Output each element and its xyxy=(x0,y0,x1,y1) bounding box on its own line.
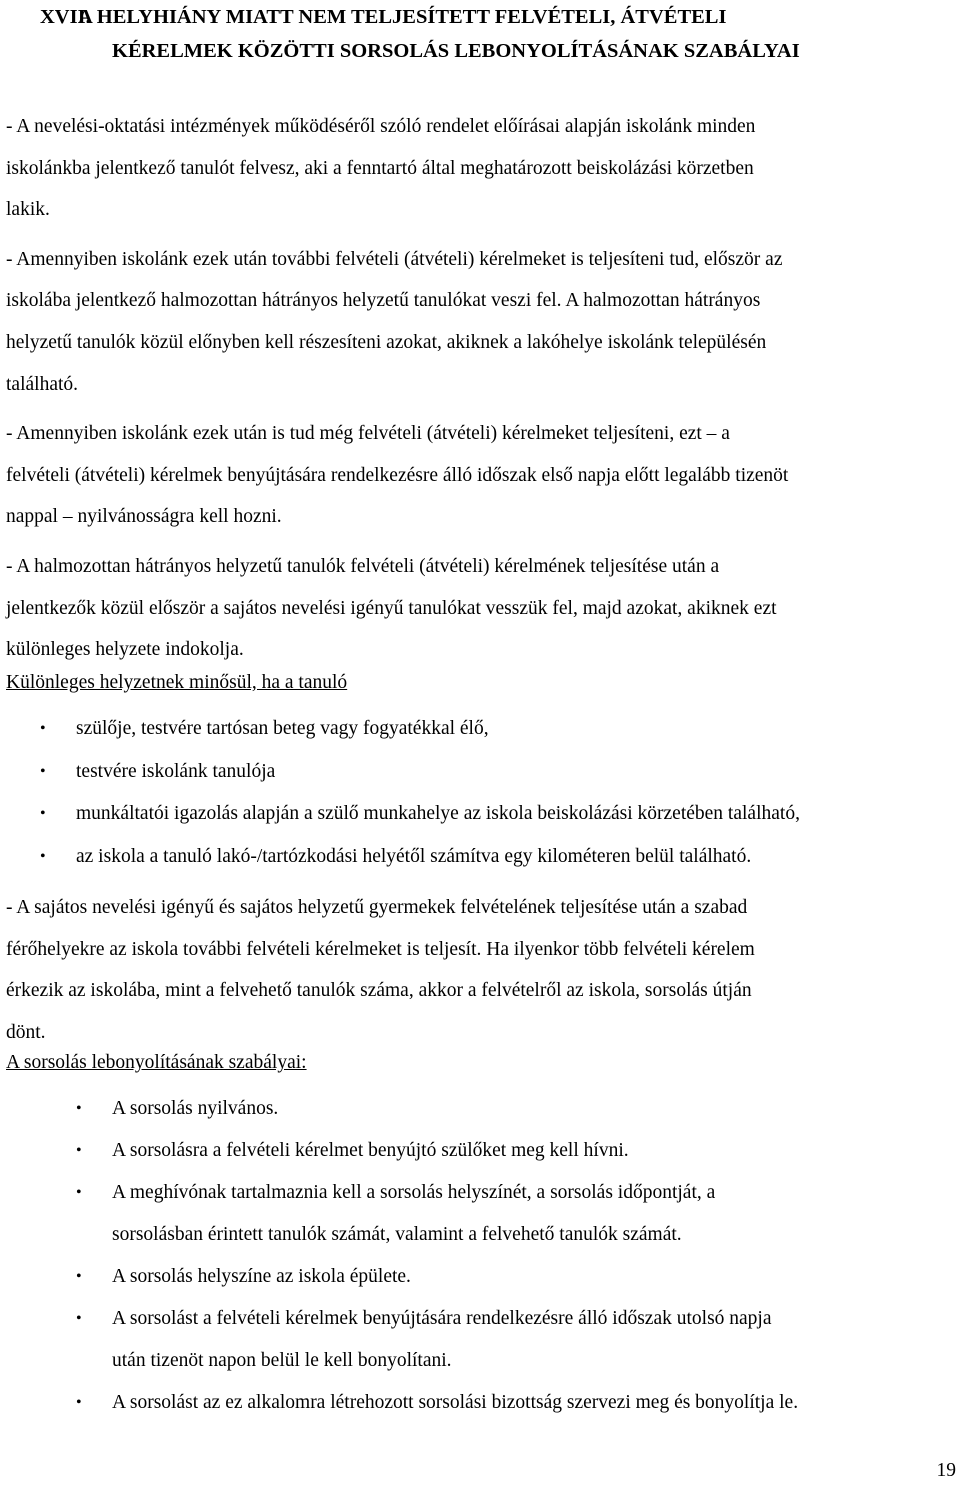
bullet-icon: • xyxy=(40,719,46,737)
bullet-icon: • xyxy=(76,1310,82,1328)
section-heading xyxy=(6,0,956,68)
list-item: • A sorsolásra a felvételi kérelmet benyújtó szülőket meg kell hívni. xyxy=(6,1130,956,1172)
list-item: • az iskola a tanuló lakó-/tartózkodási helyétől számítva egy kilométeren belül található. xyxy=(6,836,956,879)
list-item: • testvére iskolánk tanulója xyxy=(6,751,956,794)
list-item: • A meghívónak tartalmaznia kell a sorsolás helyszínét, a sorsolás időpontját, a sorsolásban érintett tanulók számát, valamint a felvehető tanulók számát. xyxy=(6,1172,956,1256)
list-item: • A sorsolás helyszíne az iskola épülete. xyxy=(6,1256,956,1298)
list-item: • A sorsolást az ez alkalomra létrehozott sorsolási bizottság szervezi meg és bonyolítja le. xyxy=(6,1382,956,1424)
list-item: • szülője, testvére tartósan beteg vagy fogyatékkal élő, xyxy=(6,708,956,751)
list-item: • A sorsolás nyilvános. xyxy=(6,1088,956,1130)
lottery-rules-title: A sorsolás lebonyolításának szabályai: xyxy=(6,1052,307,1074)
special-situation-title: Különleges helyzetnek minősül, ha a tanuló xyxy=(6,671,348,693)
bullet-icon: • xyxy=(76,1100,82,1118)
paragraph-publicity: - Amennyiben iskolánk ezek után is tud még felvételi (átvételi) kérelmeket teljesíteni, ezt – a felvételi (átvételi) kérelmek benyújtására rendelkezésre álló időszak első napja előtt legalább tizenöt nappal – nyilvánosságra kell hozni. xyxy=(6,423,789,528)
paragraph-disadvantaged: - Amennyiben iskolánk ezek után további felvételi (átvételi) kérelmeket is teljesíteni tud, először az iskolába jelentkező halmozottan hátrányos helyzetű tanulókat veszi fel. A halmozottan hátrányos helyzetű tanulók közül előnyben kell részesíteni azokat, akiknek a lakóhelye iskolánk településén található. xyxy=(6,248,783,395)
paragraph-special-needs: - A halmozottan hátrányos helyzetű tanulók felvételi (átvételi) kérelmének teljesítése után a jelentkezők közül először a sajátos nevelési igényű tanulókat vesszük fel, majd azokat, akiknek ezt különleges helyzete indokolja. xyxy=(6,555,777,661)
bullet-icon: • xyxy=(76,1142,82,1160)
page-number: 19 xyxy=(936,1460,956,1481)
section-number: XVII. xyxy=(40,6,91,28)
bullet-icon: • xyxy=(40,805,46,823)
paragraph-admission-district: - A nevelési-oktatási intézmények működéséről szóló rendelet előírásai alapján iskolánk minden iskolánkba jelentkező tanulót felvesz, aki a fenntartó által meghatározott beiskolázási körzetben lakik. xyxy=(6,116,756,221)
paragraph-free-places: - A sajátos nevelési igényű és sajátos helyzetű gyermekek felvételének teljesítése után a szabad férőhelyekre az iskola további felvételi kérelmeket is teljesít. Ha ilyenkor több felvételi kérelem érkezik az iskolába, mint a felvehető tanulók száma, akkor a felvételről az iskola, sorsolás útján dönt. xyxy=(6,896,755,1043)
heading-line-2: KÉRELMEK KÖZÖTTI SORSOLÁS LEBONYOLÍTÁSÁNAK SZABÁLYAI xyxy=(112,40,800,62)
bullet-icon: • xyxy=(76,1184,82,1202)
list-item: • munkáltatói igazolás alapján a szülő munkahelye az iskola beiskolázási körzetében található, xyxy=(6,793,956,836)
special-situation-list xyxy=(6,708,956,879)
list-item: • A sorsolást a felvételi kérelmek benyújtására rendelkezésre álló időszak utolsó napja után tizenöt napon belül le kell bonyolítani. xyxy=(6,1298,956,1382)
bullet-icon: • xyxy=(76,1394,82,1412)
bullet-icon: • xyxy=(40,762,46,780)
heading-line-1: A HELYHIÁNY MIATT NEM TELJESÍTETT FELVÉTELI, ÁTVÉTELI xyxy=(78,6,727,28)
bullet-icon: • xyxy=(40,848,46,866)
lottery-rules-list xyxy=(6,1088,956,1424)
document-page xyxy=(6,0,956,1424)
bullet-icon: • xyxy=(76,1268,82,1286)
